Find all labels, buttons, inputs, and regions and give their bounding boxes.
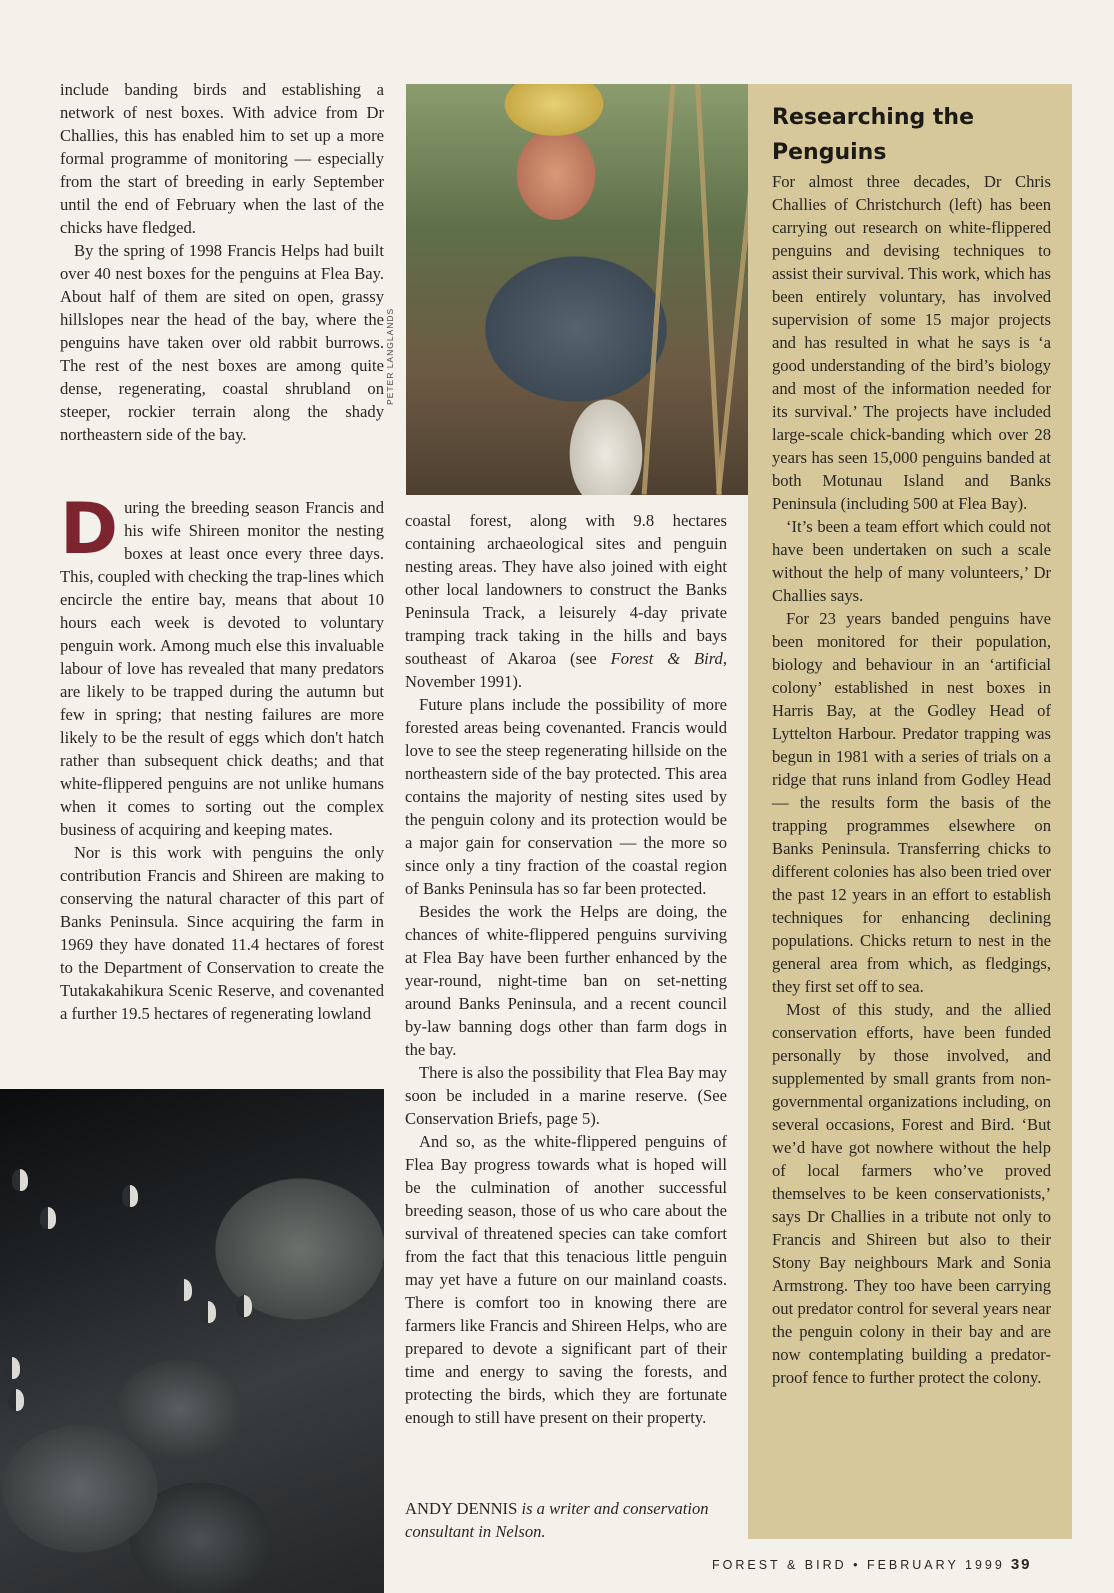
paragraph: There is also the possibility that Flea Bay may soon be included in a marine reserve. (See Conservation Briefs, page 5). bbox=[405, 1063, 727, 1128]
sidebar-paragraph: For almost three decades, Dr Chris Challies of Christchurch (left) has been carrying out research on white-flippered penguins and devising techniques to assist their survival. This work, which has been entirely voluntary, has involved supervision of some 15 major projects and has resulted in what he says is ‘a good understanding of the bird’s biology and most of the information needed for its survival.’ The projects have included large-scale chick-banding which over 28 years has seen 15,000 penguins banded at both Motunau Island and Banks Peninsula (including 500 at Flea Bay). bbox=[772, 172, 1051, 513]
penguin-figure bbox=[4, 1357, 20, 1379]
dropcap-paragraph-text: uring the breeding season Francis and his wife Shireen monitor the nesting boxes at least once every three days. This, coupled with checking the trap-lines which encircle the entire bay, means that about 10 hours each week is devoted to voluntary penguin work. Among much else this invaluable labour of love has revealed that many predators are likely to be trapped during the autumn but few in spring; that nesting failures are more likely to be the result of eggs which don't hatch rather than subsequent chick deaths; and that white-flippered penguins are not unlike humans when it comes to sorting out the complex business of acquiring and keeping mates. bbox=[60, 498, 384, 839]
sidebar-box bbox=[748, 84, 1072, 1539]
author-byline bbox=[405, 1497, 727, 1543]
penguin-figure bbox=[236, 1295, 252, 1317]
author-role: is a writer and conservation consultant in Nelson. bbox=[405, 1499, 709, 1541]
column-2 bbox=[405, 509, 727, 1429]
paragraph: And so, as the white-flippered penguins of Flea Bay progress towards what is hoped will be the culmination of another successful breeding season, those of us who care about the survival of threatened species can take comfort from the fact that this tenacious little penguin may yet have a future on our mainland coasts. There is comfort too in knowing there are farmers like Francis and Shireen Helps, who are prepared to devote a significant part of their time and energy to saving the forests, and protecting the birds, which they are fortunate enough to still have present on their property. bbox=[405, 1132, 727, 1427]
column-1-top bbox=[60, 78, 384, 446]
paragraph: Besides the work the Helps are doing, the chances of white-flippered penguins surviving at Flea Bay have been further enhanced by the year-round, night-time ban on set-netting around Banks Peninsula, and a recent council by-law banning dogs other than farm dogs in the bay. bbox=[405, 902, 727, 1059]
photo-penguins-on-rocks bbox=[0, 1089, 384, 1593]
penguin-figure bbox=[8, 1389, 24, 1411]
paragraph-text: coastal forest, along with 9.8 hectares containing archaeological sites and penguin nesting areas. They have also joined with eight other local landowners to construct the Banks Peninsula Track, a leisurely 4-day private tramping track taking in the hills and bays southeast of Akaroa (see bbox=[405, 511, 727, 668]
penguin-figure bbox=[176, 1279, 192, 1301]
publication-info: FOREST & BIRD • FEBRUARY 1999 bbox=[712, 1558, 1005, 1572]
dropcap-paragraph bbox=[60, 488, 384, 841]
publication-reference: Forest & Bird bbox=[610, 649, 723, 668]
sidebar-text bbox=[772, 170, 1051, 1389]
page-footer bbox=[712, 1556, 1032, 1573]
photo-detail bbox=[695, 84, 722, 495]
sidebar-paragraph: ‘It’s been a team effort which could not have been undertaken on such a scale without the help of many volunteers,’ Dr Challies says. bbox=[772, 517, 1051, 605]
penguin-figure bbox=[122, 1185, 138, 1207]
sidebar-paragraph: Most of this study, and the allied conservation efforts, have been funded personally by those involved, and supplemented by small grants from non-governmental organizations including, on several occasions, Forest and Bird. ‘But we’d have got nowhere without the help of local farmers who’ve proved themselves to be keen conservationists,’ says Dr Challies in a tribute not only to Francis and Shireen but also to their Stony Bay neighbours Mark and Sonia Armstrong. They too have been carrying out predator control for several years near the penguin colony in their bay and are now contemplating building a predator-proof fence to further protect the colony. bbox=[772, 1000, 1051, 1387]
photo-detail bbox=[642, 84, 676, 494]
sidebar-title: Researching the Penguins bbox=[772, 105, 974, 165]
sidebar-paragraph: For 23 years banded penguins have been monitored for their population, biology and behaviour in an ‘artificial colony’ established in nest boxes in Harris Bay, at the Godley Head of Lyttelton Harbour. Predator trapping was begun in 1981 with a series of trials on a ridge that runs inland from Godley Head — the results form the basis of the trapping programmes elsewhere on Banks Peninsula. Transferring chicks to different colonies has also been tried over the past 12 years in an effort to establish techniques for enhancing declining populations. Chicks return to nest in the general area from which, as fledgings, they first set off to sea. bbox=[772, 609, 1051, 996]
paragraph: Nor is this work with penguins the only contribution Francis and Shireen are making to conserving the natural character of this part of Banks Peninsula. Since acquiring the farm in 1969 they have donated 11.4 hectares of forest to the Department of Conservation to create the Tutakakahikura Scenic Reserve, and covenanted a further 19.5 hectares of regenerating lowland bbox=[60, 843, 384, 1023]
paragraph: By the spring of 1998 Francis Helps had built over 40 nest boxes for the penguins at Flea Bay. About half of them are sited on open, grassy hillslopes near the head of the bay, where the penguins have taken over old rabbit burrows. The rest of the nest boxes are among quite dense, regenerating, coastal shrubland on steeper, rockier terrain along the shady northeastern side of the bay. bbox=[60, 241, 384, 444]
page-number: 39 bbox=[1010, 1556, 1032, 1573]
penguin-figure bbox=[12, 1169, 28, 1191]
paragraph bbox=[405, 509, 727, 693]
photo-detail bbox=[716, 115, 749, 494]
photo-credit: PETER LANGLANDS bbox=[385, 307, 395, 405]
photo-researcher-with-penguin bbox=[406, 84, 749, 495]
column-1-bottom bbox=[60, 488, 384, 1025]
paragraph: include banding birds and establishing a network of nest boxes. With advice from Dr Challies, this has enabled him to set up a more formal programme of monitoring — especially from the start of breeding in early September until the end of February when the last of the chicks have fledged. bbox=[60, 80, 384, 237]
sidebar-content bbox=[772, 100, 1051, 1389]
paragraph: Future plans include the possibility of more forested areas being covenanted. Francis would love to see the steep regenerating hillside on the northeastern side of the bay protected. This area contains the majority of nesting sites used by the penguin colony and its protection would be a major gain for conservation — the more so since only a tiny fraction of the coastal region of Banks Peninsula has so far been protected. bbox=[405, 695, 727, 898]
penguin-figure bbox=[40, 1207, 56, 1229]
dropcap-letter: D bbox=[60, 488, 119, 570]
penguin-figure bbox=[200, 1301, 216, 1323]
author-name: ANDY DENNIS bbox=[405, 1499, 518, 1518]
paragraph-text: , November 1991). bbox=[405, 649, 728, 691]
